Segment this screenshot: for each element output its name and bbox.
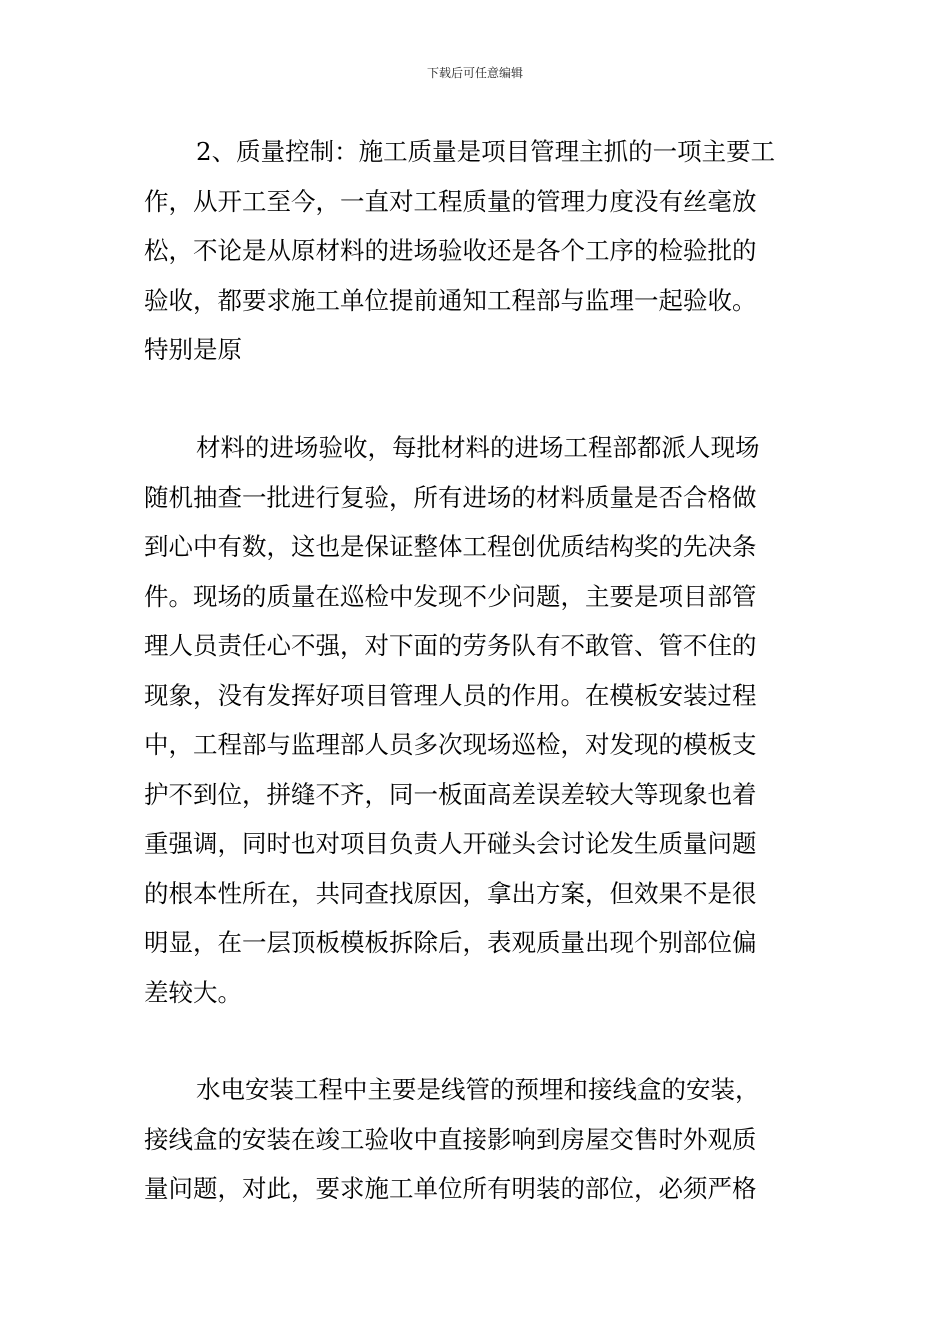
text-line: 到心中有数，这也是保证整体工程创优质结构奖的先决条 [144, 532, 757, 561]
text-line: 理人员责任心不强，对下面的劳务队有不敢管、管不住的 [144, 631, 757, 660]
text-line: 的根本性所在，共同查找原因，拿出方案，但效果不是很 [144, 878, 757, 908]
text-line: 2、质量控制：施工质量是项目管理主抓的一项主要工 [196, 137, 776, 166]
paragraph-quality-control [144, 127, 808, 375]
paragraph-electrical-installation [144, 1065, 808, 1214]
text-line: 特别是原 [144, 335, 242, 364]
text-line: 接线盒的安装在竣工验收中直接影响到房屋交售时外观质 [144, 1124, 757, 1154]
text-line: 明显，在一层顶板模板拆除后，表观质量出现个别部位偏 [144, 928, 757, 957]
text-line: 量问题，对此，要求施工单位所有明装的部位，必须严格 [144, 1174, 757, 1203]
text-line: 材料的进场验收，每批材料的进场工程部都派人现场 [196, 433, 760, 462]
paragraph-text [144, 127, 808, 375]
page-header: 下载后可任意编辑 [426, 66, 523, 80]
paragraph-material-inspection [144, 423, 808, 1017]
text-line: 随机抽查一批进行复验，所有进场的材料质量是否合格做 [144, 482, 757, 512]
text-line: 松，不论是从原材料的进场验收还是各个工序的检验批的 [144, 236, 757, 265]
text-line: 验收，都要求施工单位提前通知工程部与监理一起验收。 [144, 285, 757, 315]
text-line: 重强调，同时也对项目负责人开碰头会讨论发生质量问题 [144, 829, 757, 858]
text-line: 差较大。 [144, 977, 242, 1007]
text-line: 件。现场的质量在巡检中发现不少问题，主要是项目部管 [144, 581, 757, 611]
text-line: 作，从开工至今，一直对工程质量的管理力度没有丝毫放 [144, 186, 757, 216]
text-line: 中，工程部与监理部人员多次现场巡检，对发现的模板支 [144, 730, 757, 759]
text-line: 水电安装工程中主要是线管的预埋和接线盒的安装， [196, 1075, 760, 1104]
paragraph-text [144, 1065, 808, 1214]
paragraph-text [144, 423, 808, 1017]
text-line: 护不到位，拼缝不齐，同一板面高差误差较大等现象也着 [144, 779, 757, 809]
text-line: 现象，没有发挥好项目管理人员的作用。在模板安装过程 [144, 680, 757, 710]
